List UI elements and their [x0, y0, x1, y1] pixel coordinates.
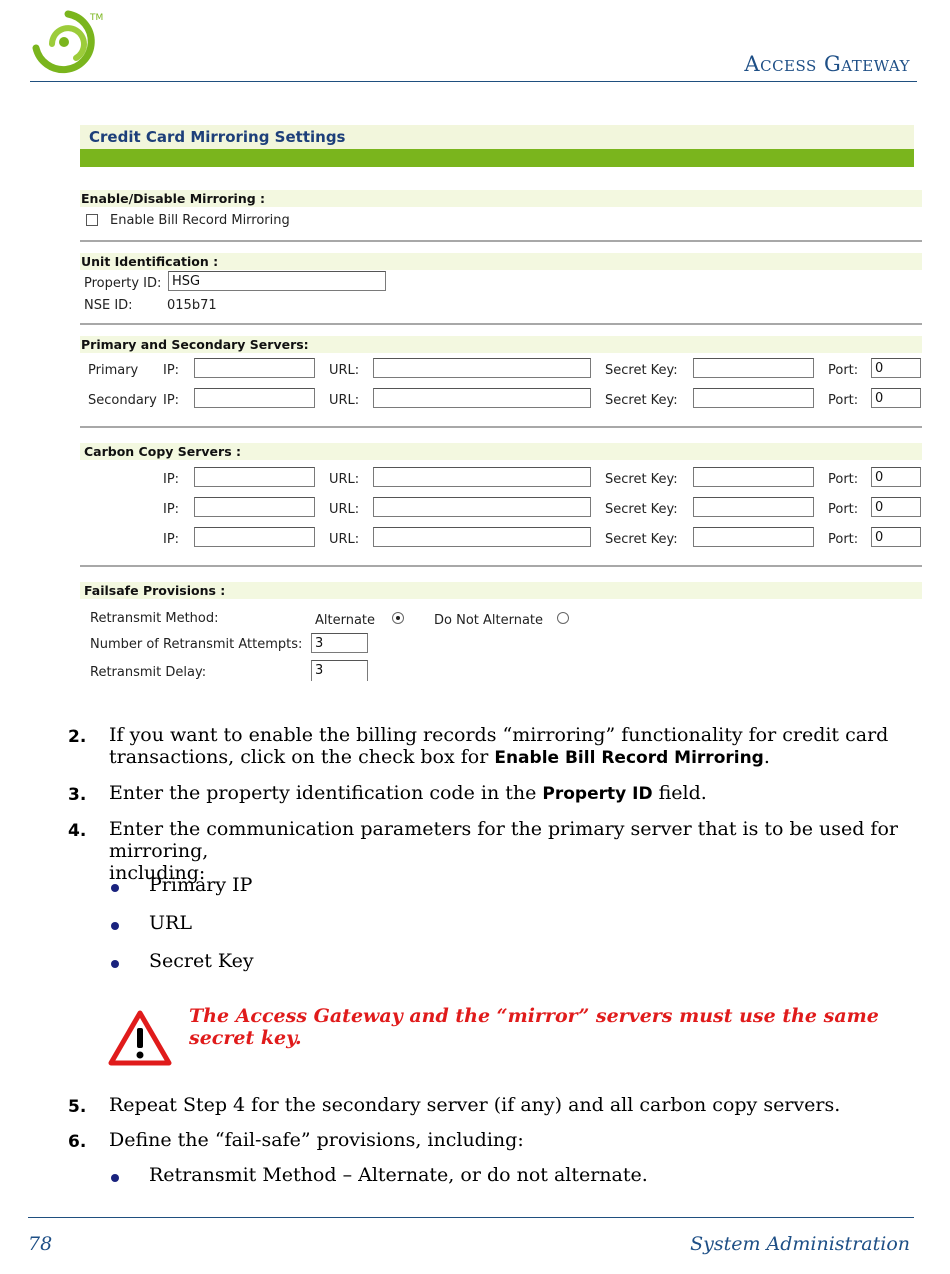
secondary-port-input[interactable]: 0 [871, 388, 921, 408]
failsafe-section-header [80, 582, 922, 599]
url-label: URL: [329, 363, 360, 378]
ip-label: IP: [163, 393, 180, 408]
ip-label: IP: [163, 363, 180, 378]
port-label: Port: [828, 532, 859, 547]
step-2-bold: Enable Bill Record Mirroring [494, 748, 764, 768]
secret-key-label: Secret Key: [605, 502, 678, 517]
servers-section-header [80, 336, 922, 353]
retransmit-attempts-input[interactable]: 3 [311, 633, 368, 653]
alternate-label: Alternate [315, 613, 376, 628]
property-id-label: Property ID: [84, 276, 162, 291]
primary-port-input[interactable]: 0 [871, 358, 921, 378]
carbon-secret-key-input[interactable] [693, 497, 814, 517]
panel-accent-bar [80, 149, 914, 167]
carbon-ip-input[interactable] [194, 467, 315, 487]
url-label: URL: [329, 393, 360, 408]
mirroring-settings-panel [80, 125, 922, 681]
ip-label: IP: [163, 502, 180, 517]
warning-icon [108, 1010, 172, 1066]
carbon-secret-key-input[interactable] [693, 527, 814, 547]
ip-label: IP: [163, 532, 180, 547]
secondary-label: Secondary [88, 393, 157, 408]
svg-text:TM: TM [90, 13, 104, 23]
carbon-port-input[interactable]: 0 [871, 467, 921, 487]
retransmit-delay-label: Retransmit Delay: [90, 665, 207, 680]
header-title: Access Gateway [744, 52, 910, 76]
carbon-section-header [80, 443, 922, 460]
step-4-line2: including: [109, 862, 206, 884]
bullet-icon [111, 922, 119, 930]
secret-key-label: Secret Key: [605, 472, 678, 487]
step-number: 6. [68, 1132, 87, 1152]
port-label: Port: [828, 393, 859, 408]
bullet-item: Secret Key [149, 950, 254, 972]
port-label: Port: [828, 502, 859, 517]
carbon-ip-input[interactable] [194, 497, 315, 517]
panel-title: Credit Card Mirroring Settings [89, 128, 346, 146]
step-number: 4. [68, 821, 87, 841]
mirroring-section-header [80, 190, 922, 207]
bullet-item: Retransmit Method – Alternate, or do not alternate. [149, 1164, 648, 1186]
alternate-radio[interactable] [392, 612, 404, 624]
nse-id-value: 015b71 [167, 298, 217, 313]
secondary-secret-key-input[interactable] [693, 388, 814, 408]
warning-text: The Access Gateway and the “mirror” servers must use the same secret key. [189, 1005, 879, 1049]
carbon-url-input[interactable] [373, 467, 591, 487]
section-divider [80, 565, 922, 567]
step-2-line2 [109, 746, 888, 769]
step-3-text [109, 782, 707, 805]
unit-section-header [80, 253, 922, 270]
step-4-line1: Enter the communication parameters for the primary server that is to be used for mirroring, [109, 818, 898, 862]
carbon-ip-input[interactable] [194, 527, 315, 547]
carbon-section-label: Carbon Copy Servers : [84, 444, 241, 459]
primary-label: Primary [88, 363, 139, 378]
section-divider [80, 323, 922, 325]
port-label: Port: [828, 472, 859, 487]
step-3-bold: Property ID [542, 784, 653, 804]
footer-divider [28, 1217, 914, 1218]
bullet-item: Primary IP [149, 874, 253, 896]
step-6-text: Define the “fail-safe” provisions, including: [109, 1129, 524, 1151]
bullet-icon [111, 884, 119, 892]
carbon-port-input[interactable]: 0 [871, 497, 921, 517]
step-3-text-c: field. [652, 782, 707, 804]
servers-section-label: Primary and Secondary Servers: [81, 337, 309, 352]
primary-url-input[interactable] [373, 358, 591, 378]
section-divider [80, 240, 922, 242]
step-number: 2. [68, 727, 87, 747]
carbon-port-input[interactable]: 0 [871, 527, 921, 547]
port-label: Port: [828, 363, 859, 378]
url-label: URL: [329, 532, 360, 547]
footer-title: System Administration [690, 1233, 910, 1255]
panel-title-bar [80, 125, 914, 149]
step-2-line2-text: transactions, click on the check box for [109, 746, 495, 768]
secret-key-label: Secret Key: [605, 532, 678, 547]
page-number: 78 [28, 1233, 53, 1255]
retransmit-delay-input[interactable]: 3 [311, 660, 368, 681]
step-number: 3. [68, 785, 87, 805]
carbon-secret-key-input[interactable] [693, 467, 814, 487]
step-number: 5. [68, 1097, 87, 1117]
carbon-url-input[interactable] [373, 527, 591, 547]
secret-key-label: Secret Key: [605, 363, 678, 378]
enable-mirroring-label: Enable Bill Record Mirroring [110, 213, 290, 228]
step-2-text [109, 724, 888, 769]
retransmit-attempts-label: Number of Retransmit Attempts: [90, 637, 303, 652]
retransmit-method-label: Retransmit Method: [90, 611, 219, 626]
nse-id-label: NSE ID: [84, 298, 133, 313]
company-logo [28, 8, 112, 78]
secondary-ip-input[interactable] [194, 388, 315, 408]
secondary-url-input[interactable] [373, 388, 591, 408]
step-2-line1: If you want to enable the billing records “mirroring” functionality for credit card [109, 724, 889, 746]
primary-ip-input[interactable] [194, 358, 315, 378]
bullet-icon [111, 960, 119, 968]
mirroring-section-label: Enable/Disable Mirroring : [81, 191, 266, 206]
url-label: URL: [329, 502, 360, 517]
primary-secret-key-input[interactable] [693, 358, 814, 378]
do-not-alternate-label: Do Not Alternate [434, 613, 544, 628]
bullet-item: URL [149, 912, 192, 934]
section-divider [80, 426, 922, 428]
property-id-input[interactable]: HSG [168, 271, 386, 291]
ip-label: IP: [163, 472, 180, 487]
failsafe-section-label: Failsafe Provisions : [84, 583, 226, 598]
step-2-period: . [763, 746, 770, 768]
header-divider [30, 81, 917, 82]
bullet-icon [111, 1174, 119, 1182]
step-3-text-a: Enter the property identification code in the [109, 782, 543, 804]
step-5-text: Repeat Step 4 for the secondary server (if any) and all carbon copy servers. [109, 1094, 841, 1116]
url-label: URL: [329, 472, 360, 487]
unit-section-label: Unit Identification : [81, 254, 219, 269]
do-not-alternate-radio[interactable] [557, 612, 569, 624]
enable-mirroring-checkbox[interactable] [86, 214, 98, 226]
secret-key-label: Secret Key: [605, 393, 678, 408]
carbon-url-input[interactable] [373, 497, 591, 517]
